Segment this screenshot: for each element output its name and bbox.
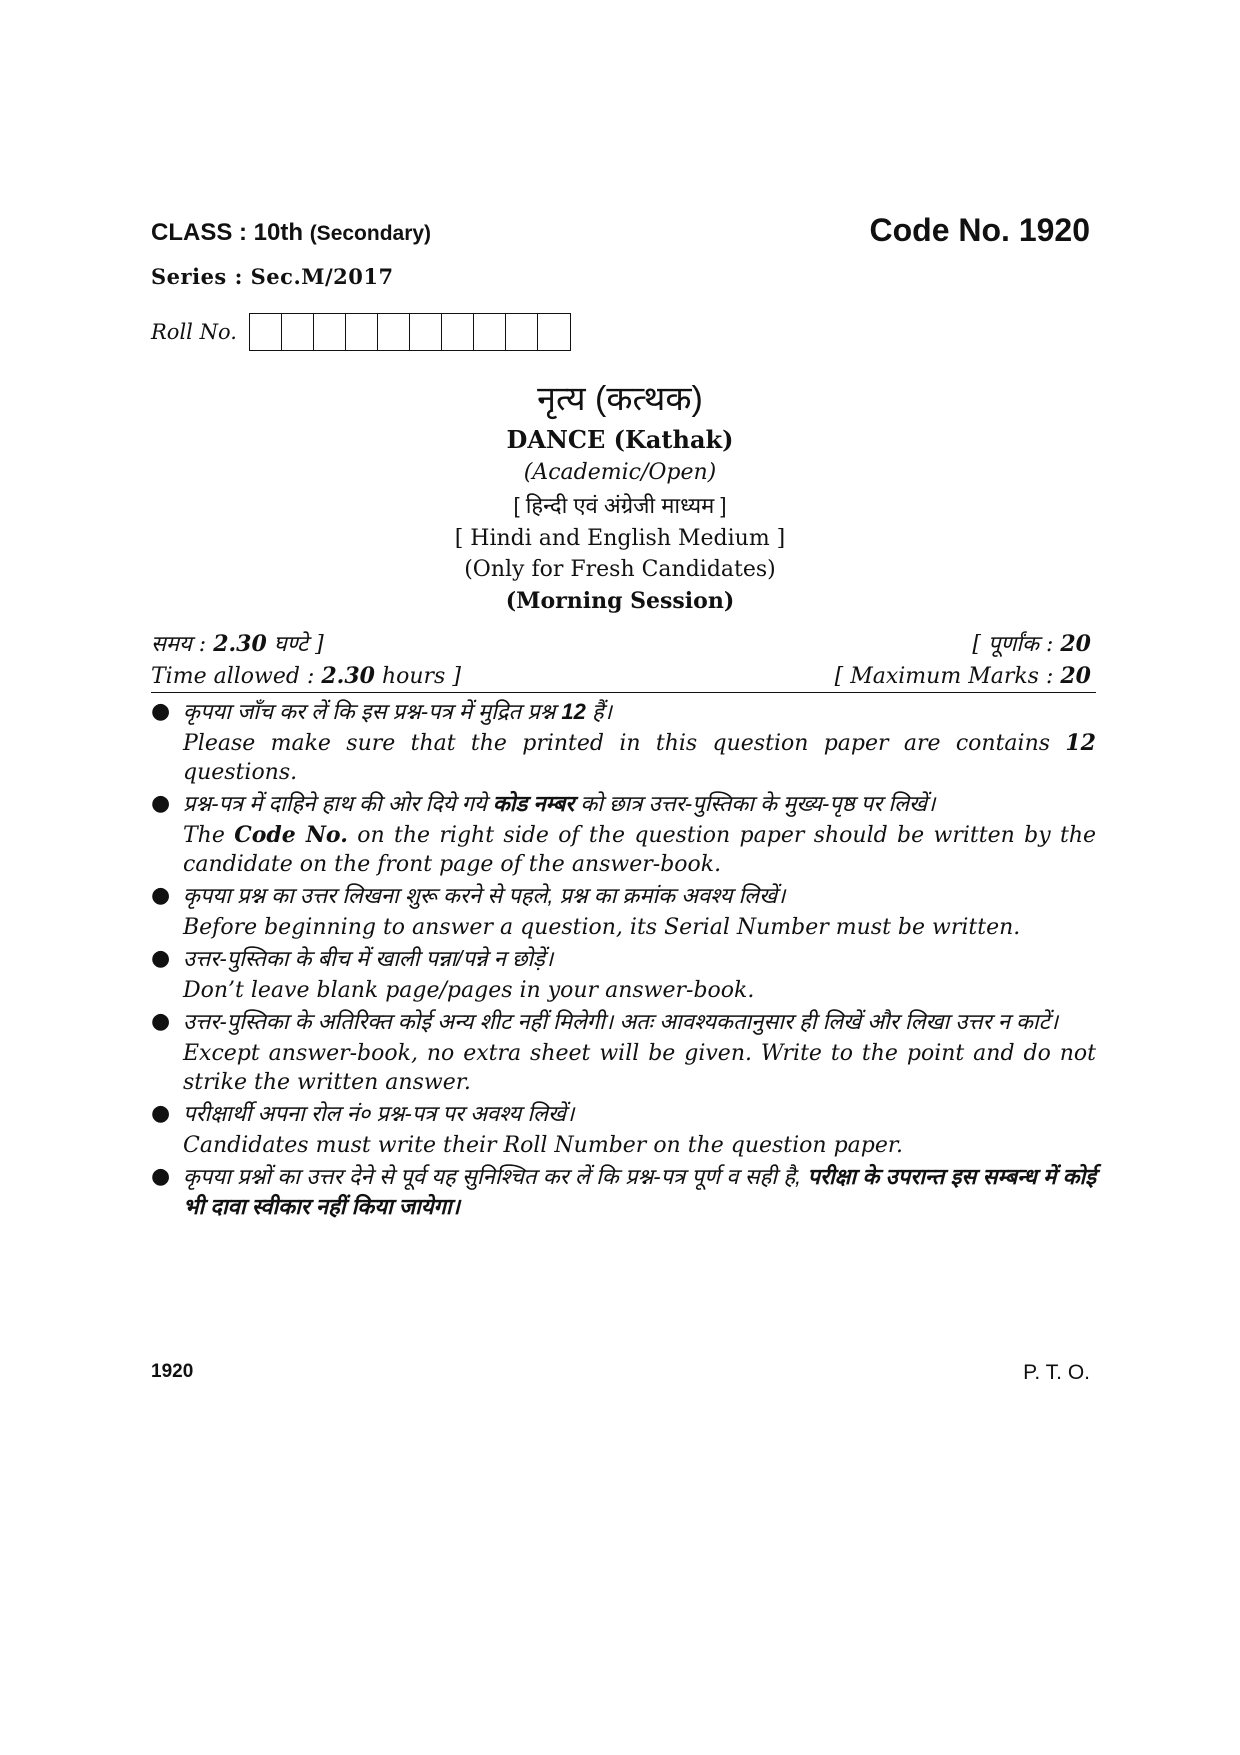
- time-hindi: समय : 2.30 घण्टे ]: [151, 631, 324, 657]
- bullet-icon: ●: [151, 699, 171, 724]
- roll-box: [250, 314, 282, 350]
- bullet-icon: ●: [151, 1101, 171, 1126]
- instruction-item: ● परीक्षार्थी अपना रोल नं० प्रश्न-पत्र पर अवश्य लिखें। Candidates must write their Roll Number on the question paper.: [151, 1101, 903, 1158]
- series-label: Series : Sec.M/2017: [151, 264, 394, 289]
- class-label: CLASS : 10th (Secondary): [151, 219, 432, 246]
- roll-box: [282, 314, 314, 350]
- time-english: Time allowed : 2.30 hours ]: [151, 663, 461, 689]
- marks-hindi: [ पूर्णांक : 20: [972, 631, 1091, 657]
- roll-box: [346, 314, 378, 350]
- marks-english: [ Maximum Marks : 20: [834, 663, 1091, 689]
- roll-number-label: Roll No.: [151, 320, 237, 344]
- instruction-item: ● कृपया प्रश्नों का उत्तर देने से पूर्व यह सुनिश्चित कर लें कि प्रश्न-पत्र पूर्ण व सही है, परीक्षा के उपरान्त इस सम्बन्ध में कोई भी दावा स्वीकार नहीं किया जायेगा।: [151, 1164, 1097, 1219]
- instruction-item: ● उत्तर-पुस्तिका के अतिरिक्त कोई अन्य शीट नहीं मिलेगी। अतः आवश्यकतानुसार ही लिखें और लिखा उत्तर न काटें। Except answer-book, no extra sheet will be given. Write to the point and do not strike the written answer.: [151, 1009, 1096, 1095]
- session-label: (Morning Session): [505, 588, 735, 614]
- roll-box: [474, 314, 506, 350]
- code-number: Code No. 1920: [869, 212, 1090, 248]
- stream-label: (Academic/Open): [523, 460, 717, 485]
- roll-box: [378, 314, 410, 350]
- candidates-label: (Only for Fresh Candidates): [464, 557, 776, 582]
- roll-box: [506, 314, 538, 350]
- instruction-item: ● प्रश्न-पत्र में दाहिने हाथ की ओर दिये गये कोड नम्बर को छात्र उत्तर-पुस्तिका के मुख्य-पृष्ठ पर लिखें। The Code No. on the right side of the question paper should be written by the candidate on the front page of the answer-book.: [151, 791, 1097, 877]
- bullet-icon: ●: [151, 791, 171, 816]
- medium-hindi: [ हिन्दी एवं अंग्रेजी माध्यम ]: [513, 493, 727, 518]
- roll-number-row: [151, 313, 571, 351]
- roll-box: [314, 314, 346, 350]
- bullet-icon: ●: [151, 883, 171, 908]
- time-row-english: [151, 663, 1091, 689]
- instruction-item: ● कृपया प्रश्न का उत्तर लिखना शुरू करने से पहले, प्रश्न का क्रमांक अवश्य लिखें। Before beginning to answer a question, its Serial Number must be written.: [151, 883, 1021, 940]
- footer-code: 1920: [151, 1361, 194, 1382]
- instructions-list: [151, 697, 1096, 1224]
- instruction-item: ● उत्तर-पुस्तिका के बीच में खाली पन्ना/पन्ने न छोड़ें। Don’t leave blank page/pages in your answer-book.: [151, 946, 755, 1003]
- divider: [151, 692, 1096, 693]
- time-row-hindi: [151, 628, 1091, 658]
- roll-box: [442, 314, 474, 350]
- bullet-icon: ●: [151, 1164, 171, 1189]
- subject-block: [0, 377, 1240, 617]
- subject-title-hindi: नृत्य (कत्थक): [537, 380, 703, 418]
- roll-box: [410, 314, 442, 350]
- roll-number-boxes: [249, 313, 571, 351]
- roll-box: [538, 314, 570, 350]
- class-suffix: (Secondary): [309, 222, 432, 245]
- bullet-icon: ●: [151, 946, 171, 971]
- medium-english: [ Hindi and English Medium ]: [454, 526, 786, 551]
- bullet-icon: ●: [151, 1009, 171, 1034]
- instruction-item: ● कृपया जाँच कर लें कि इस प्रश्न-पत्र में मुद्रित प्रश्न 12 हैं। Please make sure that the printed in this question paper are contains 12 questions.: [151, 699, 1096, 785]
- footer-pto: P. T. O.: [1023, 1361, 1090, 1384]
- subject-title-english: DANCE (Kathak): [506, 425, 734, 454]
